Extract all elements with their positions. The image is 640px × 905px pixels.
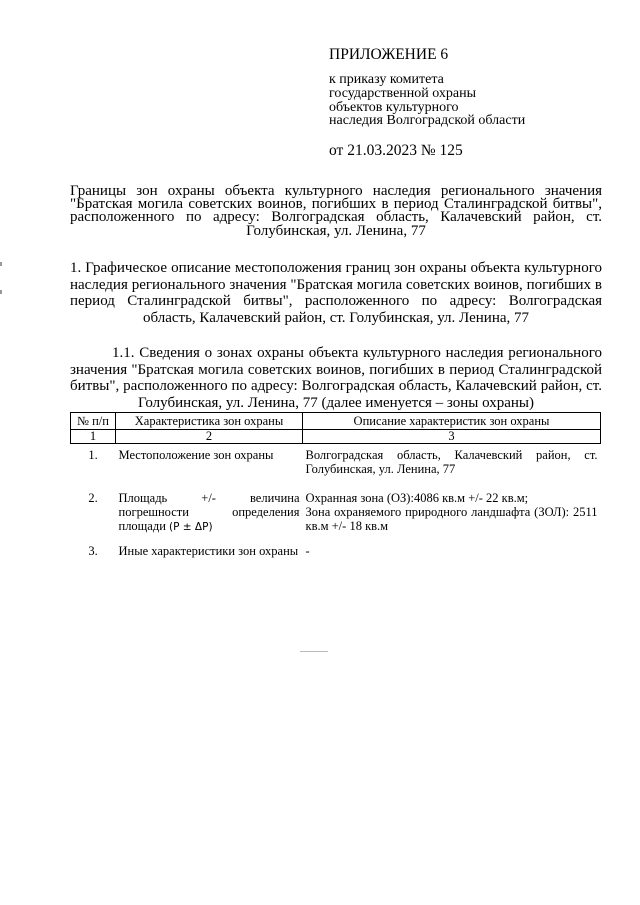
row-number: 1.	[88, 448, 98, 462]
scan-artifact-line	[300, 651, 328, 652]
table-row	[71, 444, 601, 484]
scan-margin-mark	[0, 262, 2, 266]
document-heading: Границы зон охраны объекта культурного наследия регионального значения "Братская могила советских воинов, погибших в период Сталинградской битвы", расположенного по адресу: Волгоградская область, Калачевский район, ст. Голубинская, ул. Ленина, 77	[70, 183, 602, 239]
row-description: -	[305, 544, 310, 558]
row-characteristic: Иные характеристики зон охраны	[118, 544, 299, 558]
column-number: 2	[116, 430, 303, 444]
table-row	[71, 536, 601, 559]
section-1-text: 1. Графическое описание местоположения границ зон охраны объекта культурного наследия регионального значения "Братская могила советских воинов, погибших в период Сталинградской битвы", расположенного по адресу: Волгоградская область, Калачевский район, ст. Голубинская, ул. Ленина, 77	[70, 260, 602, 326]
appendix-title: ПРИЛОЖЕНИЕ 6	[329, 46, 449, 63]
row-number: 3.	[88, 544, 98, 558]
row-characteristic	[116, 483, 303, 536]
area-formula: (P ± ΔP)	[169, 521, 213, 533]
order-line: объектов культурного	[329, 99, 459, 115]
header-description: Описание характеристик зон охраны	[303, 413, 601, 430]
section-1-1	[70, 345, 602, 411]
scan-margin-mark	[0, 290, 2, 294]
header-characteristic: Характеристика зон охраны	[116, 413, 303, 430]
row-characteristic: Местоположение зон охраны	[118, 448, 274, 462]
order-line: наследия Волгоградской области	[329, 113, 526, 129]
order-reference	[329, 73, 619, 128]
order-line: государственной охраны	[329, 85, 477, 101]
description-line: Охранная зона (ОЗ):4086 кв.м +/- 22 кв.м;	[305, 491, 529, 505]
description-line: Зона охраняемого природного ландшафта (ЗОЛ): 2511 кв.м +/- 18 кв.м	[305, 505, 598, 533]
table-header-row	[71, 413, 601, 430]
row-characteristic-text: Площадь +/- величина погрешности определения площади	[118, 491, 300, 533]
header-number: № п/п	[71, 413, 116, 430]
row-description	[303, 483, 601, 536]
table-row	[71, 483, 601, 536]
row-number: 2.	[88, 491, 98, 505]
order-line: к приказу комитета	[329, 72, 444, 87]
section-1-1-text: 1.1. Сведения о зонах охраны объекта культурного наследия регионального значения "Братская могила советских воинов, погибших в период Сталинградской битвы", расположенного по адресу: Волгоградская область, Калачевский район, ст. Голубинская, ул. Ленина, 77 (далее именуется – зоны охраны)	[70, 345, 602, 411]
order-date: от 21.03.2023 № 125	[329, 142, 463, 160]
column-number-row	[71, 430, 601, 444]
zones-table	[70, 412, 601, 559]
approval-block	[329, 46, 619, 160]
column-number: 3	[303, 430, 601, 444]
column-number: 1	[71, 430, 116, 444]
row-description: Волгоградская область, Калачевский район, ст. Голубинская, ул. Ленина, 77	[305, 448, 598, 476]
